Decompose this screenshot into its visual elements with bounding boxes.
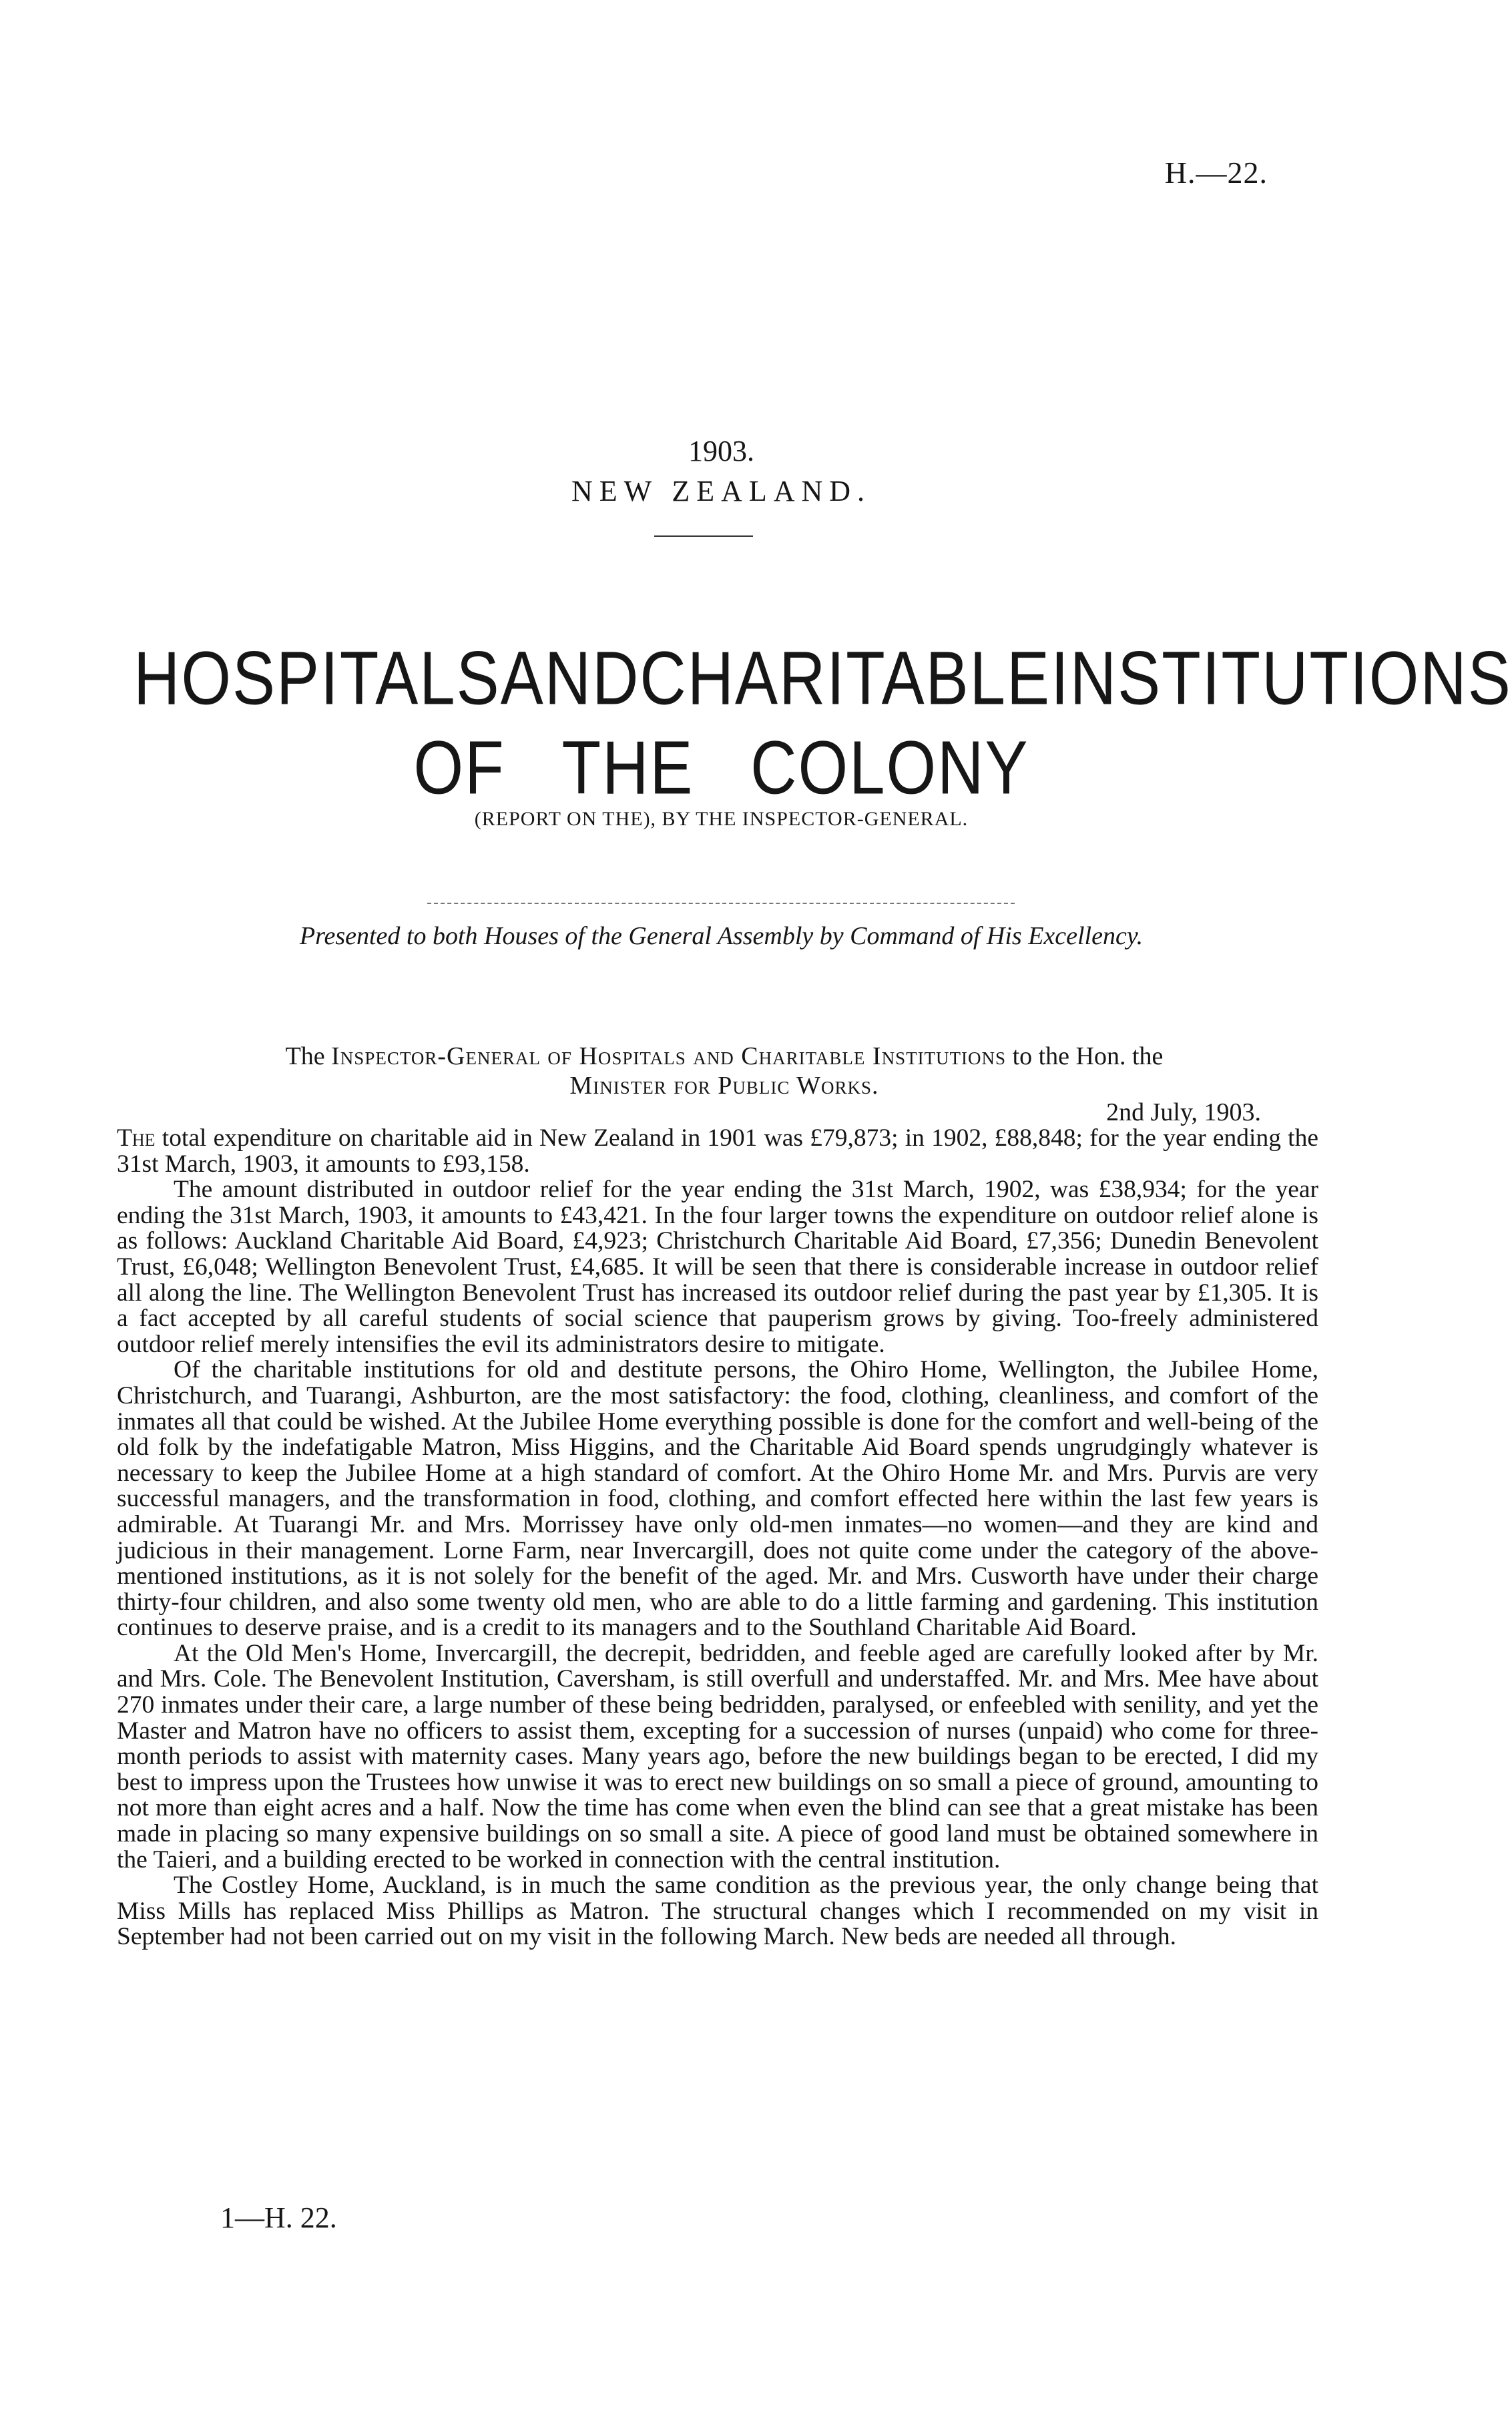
- addressee-from: Inspector-General of Hospitals and Charitable Institutions: [331, 1042, 1007, 1070]
- title-word: AND: [500, 636, 640, 721]
- body-paragraph: Of the charitable institutions for old and destitute persons, the Ohiro Home, Wellington, the Jubilee Home, Christchurch, and Tuarangi, Ashburton, are the most satisfactory: the food, clothing, cleanliness, and comfort of the inmates all that could be wished. At the Jubilee Home everything possible is done for the comfort and well-being of the old folk by the indefatigable Matron, Miss Higgins, and the Charitable Aid Board spends ungrudgingly whatever is necessary to keep the Jubilee Home at a high standard of comfort. At the Ohiro Home Mr. and Mrs. Purvis are very successful managers, and the transformation in food, clothing, and comfort effected here within the last few years is admirable. At Tuarangi Mr. and Mrs. Morrissey have only old-men inmates—no women—and they are kind and judicious in their management. Lorne Farm, near Invercargill, does not quite come under the category of the above-mentioned institutions, as it is not solely for the benefit of the aged. Mr. and Mrs. Cusworth have under their charge thirty-four children, and also some twenty old men, who are able to do a little farming and gardening. This institution continues to deserve praise, and is a credit to its managers and to the Southland Charitable Aid Board.: [117, 1356, 1318, 1642]
- paragraph-text: total expenditure on charitable aid in New Zealand in 1901 was £79,873; in 1902, £88,848; for the year ending the 31st March, 1903, it amounts to £93,158.: [117, 1124, 1318, 1178]
- title-word: COLONY: [750, 726, 1029, 811]
- report-subtitle: (REPORT ON THE), BY THE INSPECTOR-GENERAL.: [474, 808, 969, 830]
- divider-rule: [654, 535, 753, 537]
- title-word: HOSPITALS: [134, 636, 501, 721]
- title-word: CHARITABLE: [640, 636, 1051, 721]
- letter-addressee: [100, 1042, 1348, 1100]
- addressee-prefix: The: [285, 1042, 325, 1070]
- dotted-divider: [427, 903, 1015, 904]
- paragraph-lead-word: The: [117, 1124, 156, 1152]
- title-word: OF: [413, 726, 505, 811]
- report-title-line-2: [0, 725, 1443, 812]
- addressee-to: Minister for Public Works.: [569, 1072, 879, 1100]
- report-year: 1903.: [688, 435, 754, 467]
- presented-note: Presented to both Houses of the General Assembly by Command of His Excellency.: [299, 922, 1144, 950]
- country-heading: NEW ZEALAND.: [571, 475, 872, 507]
- body-paragraph: At the Old Men's Home, Invercargill, the decrepit, bedridden, and feeble aged are carefully looked after by Mr. and Mrs. Cole. The Benevolent Institution, Caversham, is still overfull and understaffed. Mr. and Mrs. Mee have about 270 inmates under their care, a large number of these being bedridden, paralysed, or enfeebled with senility, and yet the Master and Matron have no officers to assist them, excepting for a succession of nurses (unpaid) who come for three-month periods to assist with maternity cases. Many years ago, before the new buildings began to be erected, I did my best to impress upon the Trustees how unwise it was to erect new buildings on so small a piece of ground, amounting to not more than eight acres and a half. Now the time has come when even the blind can see that a great mistake has been made in placing so many expensive buildings on so small a site. A piece of good land must be obtained somewhere in the Taieri, and a building erected to be worked in connection with the central institution.: [117, 1639, 1318, 1874]
- letter-date: 2nd July, 1903.: [1106, 1098, 1261, 1126]
- addressee-to-prefix: to the Hon. the: [1012, 1042, 1164, 1070]
- page-reference: H.—22.: [1164, 156, 1268, 190]
- title-word: THE: [561, 726, 694, 811]
- title-word: INSTITUTIONS: [1051, 636, 1512, 721]
- signature-mark: 1—H. 22.: [220, 2201, 337, 2234]
- body-paragraph: The amount distributed in outdoor relief for the year ending the 31st March, 1902, was £38,934; for the year ending the 31st March, 1903, it amounts to £43,421. In the four larger towns the expenditure on outdoor relief alone is as follows: Auckland Charitable Aid Board, £4,923; Christchurch Charitable Aid Board, £7,356; Dunedin Benevolent Trust, £6,048; Wellington Benevolent Trust, £4,685. It will be seen that there is considerable increase in outdoor relief all along the line. The Wellington Benevolent Trust has increased its outdoor relief during the past year by £1,305. It is a fact accepted by all careful students of social science that pauperism grows by giving. Too-freely administered outdoor relief merely intensifies the evil its administrators desire to mitigate.: [117, 1176, 1318, 1358]
- report-title-line-1: [134, 636, 1512, 722]
- body-paragraph: The Costley Home, Auckland, is in much the same condition as the previous year, the only change being that Miss Mills has replaced Miss Phillips as Matron. The structural changes which I recommended on my visit in September had not been carried out on my visit in the following March. New beds are needed all through.: [117, 1872, 1318, 1951]
- report-body: [117, 1126, 1318, 1950]
- body-paragraph: [117, 1126, 1318, 1177]
